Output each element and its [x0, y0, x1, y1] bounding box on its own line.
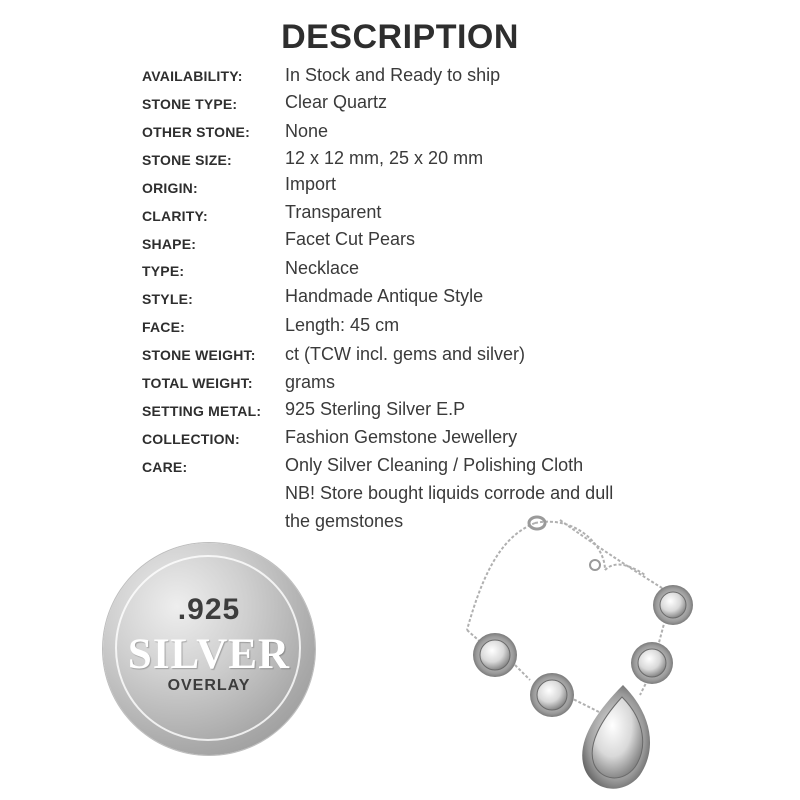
badge-kind: OVERLAY	[167, 677, 251, 694]
spec-value-availability: In Stock and Ready to ship	[285, 65, 501, 85]
spec-label-stone-type: STONE TYPE:	[142, 96, 238, 112]
badge-metal: SILVER	[127, 631, 291, 678]
spec-value-type: Necklace	[285, 258, 360, 278]
silver-overlay-badge	[103, 543, 315, 755]
spec-value-collection: Fashion Gemstone Jewellery	[285, 427, 518, 447]
spec-label-total-weight: TOTAL WEIGHT:	[142, 375, 253, 391]
page-title: DESCRIPTION	[281, 18, 519, 56]
pendant-pear-stone	[582, 685, 650, 789]
spec-value-stone-size: 12 x 12 mm, 25 x 20 mm	[285, 148, 484, 168]
spec-label-availability: AVAILABILITY:	[142, 68, 243, 84]
spec-label-face: FACE:	[142, 319, 185, 335]
spec-value-stone-type: Clear Quartz	[285, 92, 388, 112]
spec-value-total-weight: grams	[285, 372, 336, 392]
spec-label-shape: SHAPE:	[142, 236, 197, 252]
badge-grade: .925	[177, 593, 241, 626]
stone-left-lower	[530, 673, 574, 717]
spec-label-type: TYPE:	[142, 263, 185, 279]
spec-label-care: CARE:	[142, 459, 188, 475]
stone-right	[631, 642, 673, 684]
spec-value-face: Length: 45 cm	[285, 315, 400, 335]
spec-value-setting-metal: 925 Sterling Silver E.P	[285, 399, 466, 419]
spec-label-stone-size: STONE SIZE:	[142, 152, 232, 168]
spec-value-clarity: Transparent	[285, 202, 382, 222]
spec-value-shape: Facet Cut Pears	[285, 229, 416, 249]
spec-label-setting-metal: SETTING METAL:	[142, 403, 262, 419]
spec-label-collection: COLLECTION:	[142, 431, 240, 447]
spec-value-stone-weight: ct (TCW incl. gems and silver)	[285, 344, 526, 364]
spec-value-other-stone: None	[285, 121, 329, 141]
care-note-line-1: NB! Store bought liquids corrode and dull	[285, 483, 614, 503]
care-note-line-2: the gemstones	[285, 511, 404, 531]
clasp-icon	[529, 517, 600, 570]
spec-label-stone-weight: STONE WEIGHT:	[142, 347, 256, 363]
spec-value-style: Handmade Antique Style	[285, 286, 484, 306]
spec-label-other-stone: OTHER STONE:	[142, 124, 250, 140]
necklace-illustration	[455, 505, 695, 795]
spec-label-style: STYLE:	[142, 291, 193, 307]
spec-value-origin: Import	[285, 174, 337, 194]
stone-right-upper	[653, 585, 693, 625]
spec-label-origin: ORIGIN:	[142, 180, 198, 196]
spec-value-care: Only Silver Cleaning / Polishing Cloth	[285, 455, 584, 475]
stone-left	[473, 633, 517, 677]
spec-label-clarity: CLARITY:	[142, 208, 208, 224]
